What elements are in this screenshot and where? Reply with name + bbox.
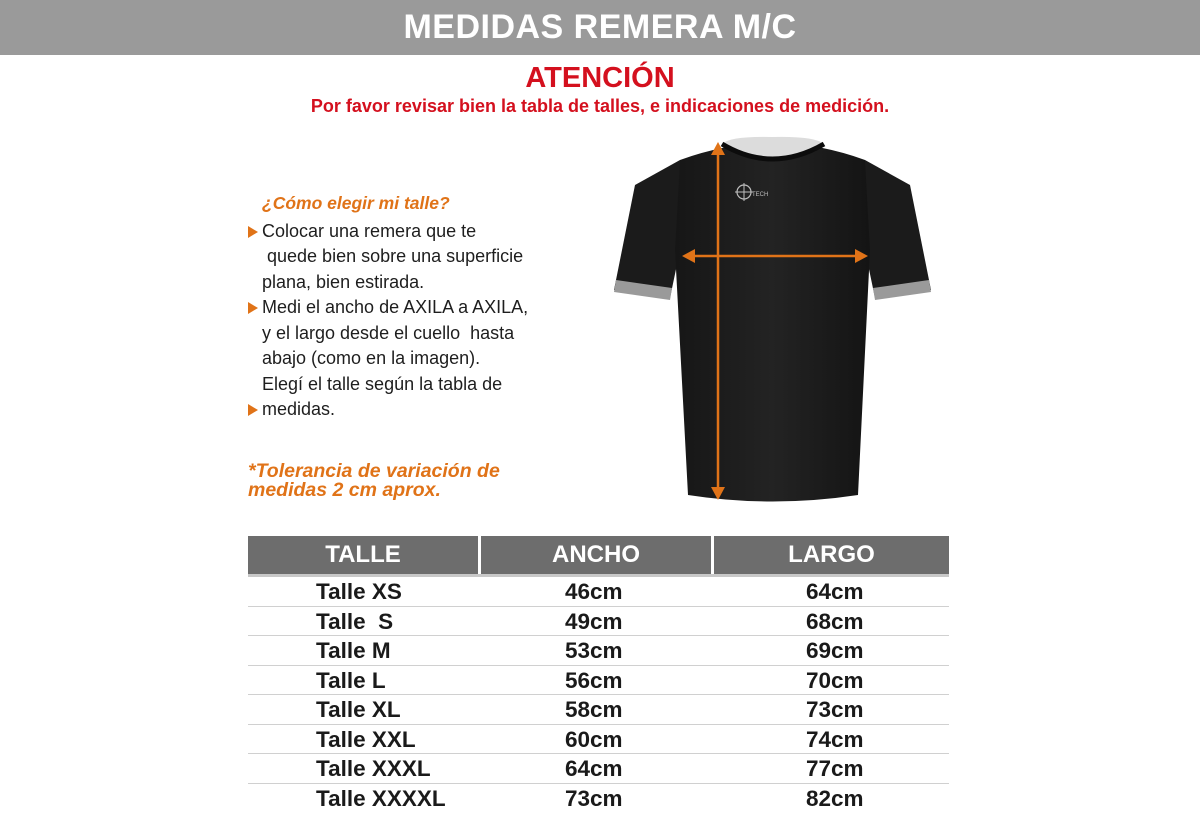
cell-largo: 70cm (806, 667, 864, 693)
table-header (248, 536, 949, 577)
cell-ancho: 73cm (565, 785, 623, 811)
cell-ancho: 49cm (565, 608, 623, 634)
instruction-line (246, 219, 576, 245)
instruction-text: quede bien sobre una superficie (262, 246, 524, 266)
cell-largo: 64cm (806, 579, 864, 604)
instruction-line (246, 295, 576, 321)
page-title: MEDIDAS REMERA M/C (403, 8, 797, 46)
cell-largo: 68cm (806, 608, 864, 634)
table-row (248, 725, 949, 755)
tolerance-note (248, 462, 568, 500)
header-bar (0, 0, 1200, 55)
table-row (248, 607, 949, 637)
table-row (248, 577, 949, 607)
cell-ancho: 60cm (565, 726, 623, 752)
table-row (248, 754, 949, 784)
column-header-largo: LARGO (788, 541, 875, 568)
instruction-line (246, 372, 576, 398)
attention-title: ATENCIÓN (525, 62, 675, 94)
cell-talle: Talle XXXL (316, 756, 431, 781)
instruction-line (246, 244, 576, 270)
instruction-text: medidas. (262, 399, 336, 419)
instruction-line (246, 270, 576, 296)
bullet-arrow-icon (248, 302, 258, 314)
table-row (248, 784, 949, 814)
cell-ancho: 58cm (565, 697, 623, 722)
instruction-text: Colocar una remera que te (262, 220, 477, 241)
instruction-text: plana, bien estirada. (262, 271, 425, 292)
tolerance-line-2: medidas 2 cm aprox. (248, 479, 441, 501)
table-row (248, 695, 949, 725)
instruction-line (246, 346, 576, 372)
logo-text: TECH (752, 192, 769, 198)
tshirt-illustration (610, 130, 935, 510)
instruction-text: abajo (como en la imagen). (262, 348, 481, 368)
tshirt-icon (610, 130, 935, 510)
table-row (248, 666, 949, 696)
cell-talle: Talle XL (316, 697, 401, 722)
instructions-block (246, 191, 576, 423)
column-header-ancho: ANCHO (481, 536, 714, 574)
attention-subtitle: Por favor revisar bien la tabla de talles, e indicaciones de medición. (310, 96, 890, 116)
cell-talle: Talle S (316, 608, 394, 634)
cell-talle: Talle XXXXL (316, 785, 446, 811)
cell-ancho: 56cm (565, 667, 623, 693)
cell-largo: 69cm (806, 638, 864, 663)
cell-talle: Talle M (316, 638, 391, 663)
cell-largo: 82cm (806, 785, 864, 811)
table-row (248, 636, 949, 666)
column-header-talle: TALLE (248, 536, 481, 574)
bullet-arrow-icon (248, 226, 258, 238)
cell-ancho: 46cm (565, 579, 623, 604)
cell-largo: 74cm (806, 726, 864, 752)
size-table (248, 536, 949, 811)
cell-talle: Talle XS (316, 579, 402, 604)
cell-largo: 77cm (806, 756, 864, 781)
instruction-text: Medi el ancho de AXILA a AXILA, (262, 297, 529, 317)
instructions-heading: ¿Cómo elegir mi talle? (262, 193, 450, 213)
cell-ancho: 53cm (565, 638, 623, 663)
instruction-text: y el largo desde el cuello hasta (262, 322, 515, 343)
instruction-text: Elegí el talle según la tabla de (262, 373, 503, 394)
instruction-line (246, 321, 576, 347)
cell-ancho: 64cm (565, 756, 623, 781)
bullet-arrow-icon (248, 404, 258, 416)
table-body (248, 577, 949, 813)
tolerance-line-1: *Tolerancia de variación de (248, 460, 500, 482)
cell-talle: Talle L (316, 667, 386, 693)
instruction-line (246, 397, 576, 423)
cell-largo: 73cm (806, 697, 864, 722)
cell-talle: Talle XXL (316, 726, 416, 752)
